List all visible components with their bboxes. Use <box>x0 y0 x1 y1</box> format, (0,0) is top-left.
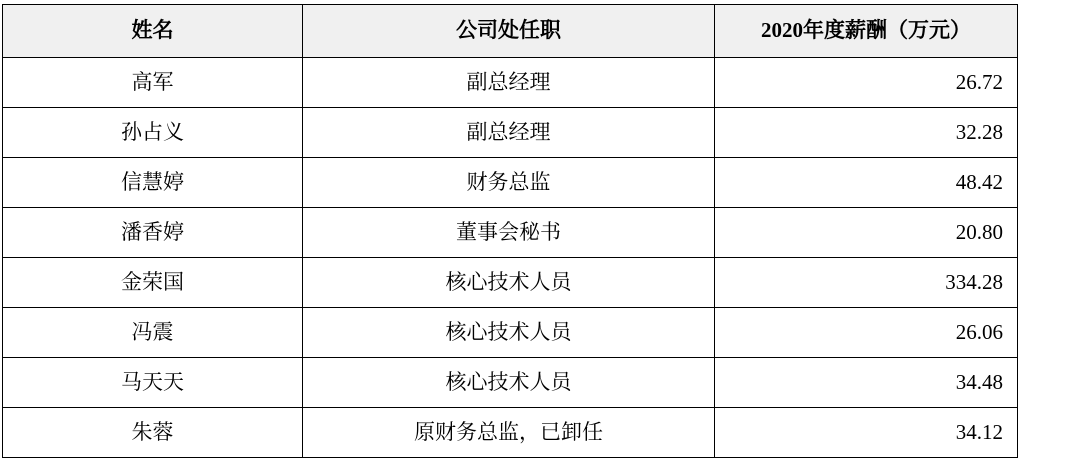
cell-position: 核心技术人员 <box>303 358 715 408</box>
cell-position: 财务总监 <box>303 158 715 208</box>
column-header-salary: 2020年度薪酬（万元） <box>715 5 1018 58</box>
cell-name: 冯震 <box>3 308 303 358</box>
cell-salary: 20.80 <box>715 208 1018 258</box>
column-header-name: 姓名 <box>3 5 303 58</box>
cell-name: 高军 <box>3 58 303 108</box>
table-row <box>3 408 1018 458</box>
cell-position: 副总经理 <box>303 58 715 108</box>
cell-salary: 34.48 <box>715 358 1018 408</box>
table-row <box>3 308 1018 358</box>
table-row <box>3 108 1018 158</box>
table-row <box>3 258 1018 308</box>
table-row <box>3 358 1018 408</box>
table-body <box>3 58 1018 458</box>
table-row <box>3 158 1018 208</box>
cell-position: 核心技术人员 <box>303 258 715 308</box>
cell-position: 核心技术人员 <box>303 308 715 358</box>
cell-position: 原财务总监，已卸任 <box>303 408 715 458</box>
document-page <box>0 4 1079 475</box>
table-row <box>3 208 1018 258</box>
table-row <box>3 58 1018 108</box>
cell-salary: 334.28 <box>715 258 1018 308</box>
table-header <box>3 5 1018 58</box>
column-header-position: 公司处任职 <box>303 5 715 58</box>
table-header-row <box>3 5 1018 58</box>
cell-salary: 34.12 <box>715 408 1018 458</box>
cell-name: 孙占义 <box>3 108 303 158</box>
cell-name: 马天天 <box>3 358 303 408</box>
cell-position: 副总经理 <box>303 108 715 158</box>
compensation-table <box>2 4 1018 458</box>
cell-name: 信慧婷 <box>3 158 303 208</box>
cell-salary: 48.42 <box>715 158 1018 208</box>
cell-salary: 32.28 <box>715 108 1018 158</box>
cell-salary: 26.72 <box>715 58 1018 108</box>
cell-name: 金荣国 <box>3 258 303 308</box>
cell-name: 朱蓉 <box>3 408 303 458</box>
cell-salary: 26.06 <box>715 308 1018 358</box>
cell-position: 董事会秘书 <box>303 208 715 258</box>
cell-name: 潘香婷 <box>3 208 303 258</box>
